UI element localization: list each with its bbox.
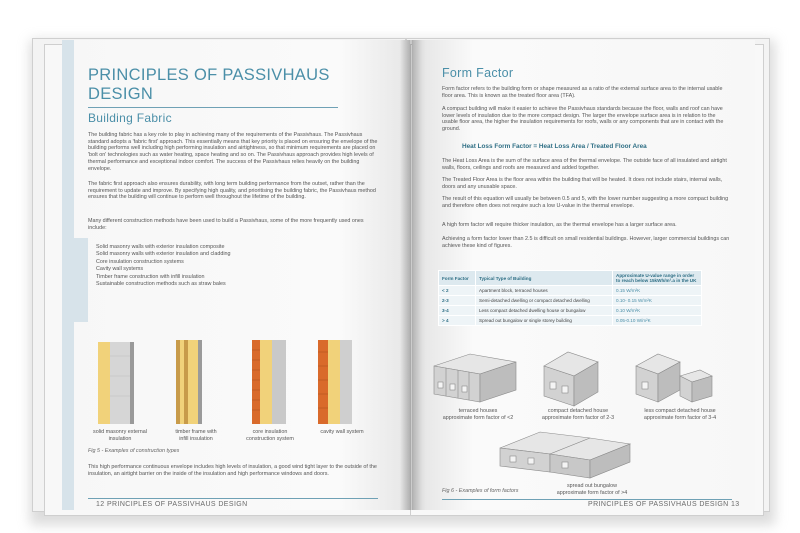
table-header: Typical Type of Building bbox=[476, 271, 613, 286]
table-row: 2-3 Semi-detached dwelling or compact detached dwelling 0.10- 0.15 W/m²K bbox=[439, 296, 702, 306]
figure-label-solid-masonry: solid masonry external insulation bbox=[93, 429, 147, 442]
core-insulation-illustration bbox=[252, 340, 286, 424]
page-title: Form Factor bbox=[442, 66, 514, 80]
house-label-less-compact: less compact detached house approximate form factor of 3-4 bbox=[643, 408, 717, 421]
book-spine-shadow bbox=[400, 40, 422, 510]
table-header: Form Factor bbox=[439, 271, 476, 286]
compact-detached-house-illustration bbox=[544, 352, 598, 406]
list-item: Solid masonry walls with exterior insulation composite bbox=[96, 244, 225, 250]
body-paragraph-6: A high form factor will require thicker insulation, as the thermal envelope has a larger surface area. bbox=[442, 222, 677, 228]
figure-label-cavity-wall: cavity wall system bbox=[320, 429, 364, 435]
page-title bbox=[88, 66, 330, 104]
section-heading: Building Fabric bbox=[88, 111, 172, 125]
body-paragraph-3: Many different construction methods have been used to build a Passivhaus, some of the more frequently used ones include: bbox=[88, 218, 364, 231]
list-item: Sustainable construction methods such as straw bales bbox=[96, 281, 226, 288]
closing-paragraph: This high performance continuous envelope includes high levels of insulation, a good wind tight layer to the outside of the insulation, an airtight barrier on the inside of the insulation and high performance windows and doors. bbox=[88, 464, 377, 477]
table-row: > 4 Spread out bungalow or single storey building 0.05-0.10 W/m²K bbox=[439, 316, 702, 326]
body-paragraph-5: The result of this equation will usually be between 0.5 and 5, with the lower number suggesting a more compact building and therefore often does not require such a low U-value in the thermal envelope. bbox=[442, 196, 729, 209]
page-number: 12 bbox=[96, 501, 105, 508]
left-page bbox=[62, 40, 410, 510]
footer-rule bbox=[442, 499, 732, 500]
table-row: < 2 Apartment block, terraced houses 0.15 W/m²K bbox=[439, 286, 702, 296]
body-paragraph-1: The building fabric has a key role to play in achieving many of the requirements of the Passivhaus. The Passivhaus standard adopts a 'fabric first' approach. This essentially means that key priority is placed on ensuring the envelope of the building performs well including high performing insulation and airtightness, so that minimum requirements are placed on 'bolt on' technologies such as water heating, space heating and so on. The Passivhaus approach provides high levels of thermal performance and exceptional indoor comfort. The success of the Passivhaus relies heavily on the building envelope. bbox=[88, 132, 378, 172]
left-sidebar-strip bbox=[62, 40, 74, 510]
form-factor-equation: Heat Loss Form Factor = Heat Loss Area / Treated Floor Area bbox=[462, 143, 647, 150]
list-highlight-bar bbox=[74, 238, 88, 322]
construction-types-figure bbox=[84, 336, 384, 426]
table-header-row bbox=[439, 271, 702, 286]
figure-label-timber-frame: timber frame with infill insulation bbox=[175, 429, 217, 442]
open-book bbox=[22, 22, 780, 517]
table-row: 3-4 Less compact detached dwelling house or bungalow 0.10 W/m²K bbox=[439, 306, 702, 316]
title-rule bbox=[88, 107, 338, 108]
right-page bbox=[412, 40, 755, 510]
footer-rule bbox=[88, 498, 378, 499]
body-paragraph-2: The fabric first approach also ensures durability, with long term building performance from the outset, rather than the requirement to update and improve. By specifying high quality, and prioritising the building fabric, the Passivhaus method ensures that the building will continue to perform well throughout the lifetime of the building. bbox=[88, 181, 376, 201]
figure-label-core-insulation: core insulation construction system bbox=[246, 429, 294, 442]
list-item: Core insulation construction systems bbox=[96, 258, 184, 265]
timber-frame-illustration bbox=[176, 340, 202, 424]
body-paragraph-1: Form factor refers to the building form or shape measured as a ratio of the external surface area to the internal usable floor area. This is known as the treated floor area (TFA). bbox=[442, 86, 723, 99]
list-item: Cavity wall systems bbox=[96, 266, 144, 273]
terraced-houses-illustration bbox=[434, 354, 516, 402]
page-footer bbox=[588, 501, 740, 508]
less-compact-house-illustration bbox=[636, 354, 712, 402]
body-paragraph-3: The Heat Loss Area is the sum of the surface area of the thermal envelope. The outside face of all insulated and airtight walls, floors, ceilings and roofs are measured and added together. bbox=[442, 158, 727, 171]
cavity-wall-illustration bbox=[318, 340, 352, 424]
body-paragraph-7: Achieving a form factor lower than 2.5 is difficult on small residential buildings. However, larger commercial buildings can achieve these kind of figures. bbox=[442, 236, 730, 249]
page-title-line1: PRINCIPLES OF PASSIVHAUS bbox=[88, 66, 330, 84]
list-item: Timber frame construction with infill insulation bbox=[96, 273, 205, 280]
table-header: Approximate U-value range in order to reach below 15kWh/m².a in the UK bbox=[613, 271, 702, 286]
form-factor-houses-figure bbox=[430, 332, 730, 482]
solid-masonry-illustration bbox=[98, 342, 134, 424]
page-footer bbox=[96, 501, 248, 508]
figure-caption: Fig 5 - Examples of construction types bbox=[88, 448, 180, 454]
footer-title: PRINCIPLES OF PASSIVHAUS DESIGN bbox=[106, 501, 248, 508]
page-number: 13 bbox=[731, 501, 740, 508]
form-factor-table bbox=[438, 270, 702, 326]
methods-list bbox=[96, 244, 336, 288]
page-title-line2: DESIGN bbox=[88, 85, 154, 103]
spread-out-bungalow-illustration bbox=[500, 432, 630, 478]
footer-title: PRINCIPLES OF PASSIVHAUS DESIGN bbox=[588, 501, 729, 508]
body-paragraph-2: A compact building will make it easier to achieve the Passivhaus standards because the floor, walls and roof can have lower levels of insulation due to the more compact design. The larger the envelope surface area is in relation to the usable floor area, the higher the insulation requirements for roofs, walls or any components that are in contact with the ground. bbox=[442, 106, 724, 133]
house-label-bungalow: spread out bungalow approximate form factor of >4 bbox=[556, 483, 628, 496]
figure-caption: Fig 6 - Examples of form factors bbox=[442, 488, 519, 494]
house-label-compact-detached: compact detached house approximate form factor of 2-3 bbox=[541, 408, 615, 421]
list-item: Solid masonry walls with exterior insulation and cladding bbox=[96, 251, 231, 258]
body-paragraph-4: The Treated Floor Area is the floor area within the building that will be heated. It does not include stairs, internal walls, doors and any unusable space. bbox=[442, 177, 723, 190]
house-label-terraced: terraced houses approximate form factor of <2 bbox=[442, 408, 514, 421]
